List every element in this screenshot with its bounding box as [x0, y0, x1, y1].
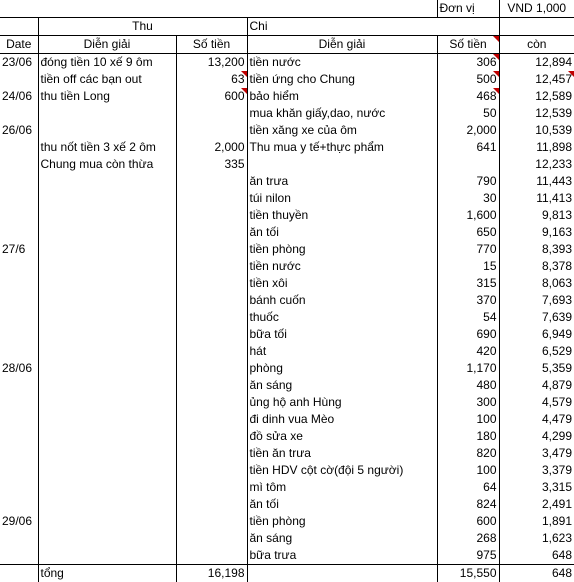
balance-cell: 12,589 [499, 88, 574, 105]
balance-cell: 4,879 [499, 377, 574, 394]
thu-desc-cell [38, 122, 176, 139]
balance-cell: 11,443 [499, 173, 574, 190]
date-cell [0, 275, 38, 292]
date-cell [0, 326, 38, 343]
table-row [0, 394, 574, 411]
chi-amount-cell: 468 [437, 88, 499, 105]
thu-desc-cell: Chung mua còn thừa [38, 156, 176, 173]
date-header: Date [0, 36, 38, 54]
balance-header: còn [499, 36, 574, 54]
total-row [0, 565, 574, 582]
chi-amount-cell: 268 [437, 530, 499, 547]
thu-amount-cell [176, 411, 247, 428]
chi-amount-cell: 180 [437, 428, 499, 445]
chi-desc-cell: tiền xăng xe của ôm [247, 122, 437, 139]
chi-desc-cell: đi dinh vua Mèo [247, 411, 437, 428]
unit-row [0, 0, 574, 18]
date-cell [0, 292, 38, 309]
chi-desc-cell: ăn tối [247, 496, 437, 513]
chi-desc-cell: Thu mua y tế+thực phẩm [247, 139, 437, 156]
balance-cell: 12,539 [499, 105, 574, 122]
thu-amount-cell [176, 343, 247, 360]
chi-amount-cell [437, 156, 499, 173]
thu-desc-cell [38, 241, 176, 258]
total-balance: 648 [499, 565, 574, 582]
unit-value: VND 1,000 [499, 0, 574, 18]
thu-amount-cell [176, 207, 247, 224]
thu-desc-cell [38, 496, 176, 513]
balance-cell: 4,579 [499, 394, 574, 411]
date-cell [0, 224, 38, 241]
date-cell [0, 377, 38, 394]
balance-cell: 4,479 [499, 411, 574, 428]
table-row [0, 54, 574, 72]
balance-cell: 12,457 [499, 71, 574, 88]
thu-amount-cell: 2,000 [176, 139, 247, 156]
balance-cell: 12,894 [499, 54, 574, 72]
thu-desc-cell [38, 190, 176, 207]
date-cell: 27/6 [0, 241, 38, 258]
chi-amount-header: Số tiền [437, 36, 499, 54]
thu-desc-cell [38, 258, 176, 275]
chi-amount-cell: 650 [437, 224, 499, 241]
chi-amount-cell: 480 [437, 377, 499, 394]
unit-label: Đơn vị [437, 0, 499, 18]
thu-amount-cell [176, 190, 247, 207]
chi-desc-cell: tiền nước [247, 258, 437, 275]
table-row [0, 258, 574, 275]
date-cell: 29/06 [0, 513, 38, 530]
thu-desc-cell: thu tiền Long [38, 88, 176, 105]
chi-desc-cell: tiền phòng [247, 241, 437, 258]
chi-section-label: Chi [247, 18, 499, 36]
table-row [0, 156, 574, 173]
balance-cell: 6,529 [499, 343, 574, 360]
thu-amount-cell [176, 275, 247, 292]
table-row [0, 309, 574, 326]
balance-cell: 3,315 [499, 479, 574, 496]
thu-amount-cell [176, 258, 247, 275]
balance-cell: 11,413 [499, 190, 574, 207]
date-cell [0, 343, 38, 360]
chi-amount-cell: 2,000 [437, 122, 499, 139]
chi-desc-cell: hát [247, 343, 437, 360]
thu-desc-cell [38, 530, 176, 547]
chi-amount-cell: 315 [437, 275, 499, 292]
thu-amount-cell [176, 241, 247, 258]
table-row [0, 479, 574, 496]
table-row [0, 207, 574, 224]
thu-desc-cell [38, 224, 176, 241]
chi-desc-cell: đồ sửa xe [247, 428, 437, 445]
date-cell [0, 156, 38, 173]
date-cell [0, 309, 38, 326]
chi-desc-cell: ăn tối [247, 224, 437, 241]
balance-cell: 12,233 [499, 156, 574, 173]
balance-cell: 8,378 [499, 258, 574, 275]
chi-desc-cell: tiền thuyền [247, 207, 437, 224]
thu-amount-cell [176, 428, 247, 445]
thu-amount-cell [176, 479, 247, 496]
thu-amount-cell: 600 [176, 88, 247, 105]
chi-desc-cell: tiền xôi [247, 275, 437, 292]
date-cell [0, 530, 38, 547]
balance-cell: 10,539 [499, 122, 574, 139]
chi-desc-cell: mì tôm [247, 479, 437, 496]
chi-amount-cell: 306 [437, 54, 499, 72]
balance-cell: 2,491 [499, 496, 574, 513]
chi-amount-cell: 824 [437, 496, 499, 513]
thu-desc-cell [38, 547, 176, 565]
table-row [0, 513, 574, 530]
section-row [0, 18, 574, 36]
chi-amount-cell: 641 [437, 139, 499, 156]
table-row [0, 224, 574, 241]
thu-desc-cell [38, 445, 176, 462]
thu-section-label: Thu [38, 18, 247, 36]
date-cell [0, 105, 38, 122]
balance-cell: 1,891 [499, 513, 574, 530]
table-row [0, 241, 574, 258]
thu-desc-cell [38, 411, 176, 428]
balance-cell: 11,898 [499, 139, 574, 156]
chi-desc-cell: tiền ăn trưa [247, 445, 437, 462]
table-row [0, 275, 574, 292]
thu-amount-cell [176, 530, 247, 547]
date-cell [0, 462, 38, 479]
thu-amount-cell [176, 445, 247, 462]
thu-amount-cell [176, 309, 247, 326]
thu-desc-cell [38, 428, 176, 445]
total-chi-amount: 15,550 [437, 565, 499, 582]
chi-desc-cell: ăn trưa [247, 173, 437, 190]
thu-desc-header: Diễn giải [38, 36, 176, 54]
total-label: tổng [38, 565, 176, 582]
date-cell: 26/06 [0, 122, 38, 139]
date-cell [0, 445, 38, 462]
date-cell [0, 547, 38, 565]
thu-desc-cell [38, 462, 176, 479]
balance-cell: 8,393 [499, 241, 574, 258]
chi-desc-cell: tiền nước [247, 54, 437, 72]
table-row [0, 360, 574, 377]
chi-amount-cell: 15 [437, 258, 499, 275]
thu-amount-cell [176, 496, 247, 513]
chi-desc-cell: bánh cuốn [247, 292, 437, 309]
thu-desc-cell: tiền off các bạn out [38, 71, 176, 88]
balance-cell: 6,949 [499, 326, 574, 343]
chi-amount-cell: 770 [437, 241, 499, 258]
thu-amount-cell [176, 513, 247, 530]
balance-cell: 3,479 [499, 445, 574, 462]
chi-desc-cell: bữa tối [247, 326, 437, 343]
balance-cell: 7,639 [499, 309, 574, 326]
chi-amount-cell: 1,170 [437, 360, 499, 377]
table-row [0, 105, 574, 122]
date-cell [0, 190, 38, 207]
date-cell: 23/06 [0, 54, 38, 72]
thu-amount-cell [176, 394, 247, 411]
chi-amount-cell: 50 [437, 105, 499, 122]
table-row [0, 190, 574, 207]
thu-amount-cell [176, 360, 247, 377]
table-row [0, 496, 574, 513]
table-row [0, 122, 574, 139]
table-row [0, 343, 574, 360]
thu-amount-cell [176, 105, 247, 122]
chi-desc-cell: bảo hiểm [247, 88, 437, 105]
thu-amount-cell: 335 [176, 156, 247, 173]
thu-desc-cell [38, 105, 176, 122]
table-row [0, 547, 574, 565]
thu-amount-cell [176, 547, 247, 565]
balance-cell: 5,359 [499, 360, 574, 377]
table-row [0, 139, 574, 156]
chi-amount-cell: 420 [437, 343, 499, 360]
chi-desc-cell: tiền phòng [247, 513, 437, 530]
chi-amount-cell: 370 [437, 292, 499, 309]
balance-cell: 9,163 [499, 224, 574, 241]
chi-amount-cell: 300 [437, 394, 499, 411]
thu-amount-cell: 63 [176, 71, 247, 88]
date-cell [0, 428, 38, 445]
chi-desc-cell: ăn sáng [247, 530, 437, 547]
table-row [0, 377, 574, 394]
chi-amount-cell: 500 [437, 71, 499, 88]
chi-amount-cell: 100 [437, 411, 499, 428]
chi-amount-cell: 1,600 [437, 207, 499, 224]
chi-amount-cell: 690 [437, 326, 499, 343]
thu-amount-cell [176, 122, 247, 139]
table-row [0, 88, 574, 105]
chi-desc-cell: phòng [247, 360, 437, 377]
table-row [0, 462, 574, 479]
thu-desc-cell: đóng tiền 10 xế 9 ôm [38, 54, 176, 72]
chi-desc-header: Diễn giải [247, 36, 437, 54]
chi-desc-cell: tiền HDV cột cờ(đội 5 người) [247, 462, 437, 479]
total-blank-cell [247, 565, 437, 582]
thu-desc-cell [38, 343, 176, 360]
thu-desc-cell [38, 326, 176, 343]
date-cell [0, 258, 38, 275]
thu-desc-cell [38, 377, 176, 394]
thu-amount-cell [176, 462, 247, 479]
chi-desc-cell: tiền ứng cho Chung [247, 71, 437, 88]
date-cell [0, 479, 38, 496]
chi-desc-cell: ăn sáng [247, 377, 437, 394]
balance-cell: 7,693 [499, 292, 574, 309]
date-cell [0, 71, 38, 88]
total-thu-amount: 16,198 [176, 565, 247, 582]
thu-amount-cell: 13,200 [176, 54, 247, 72]
balance-cell: 4,299 [499, 428, 574, 445]
thu-amount-cell [176, 326, 247, 343]
thu-desc-cell [38, 360, 176, 377]
table-row [0, 411, 574, 428]
chi-amount-cell: 64 [437, 479, 499, 496]
date-cell: 28/06 [0, 360, 38, 377]
chi-amount-cell: 790 [437, 173, 499, 190]
chi-amount-cell: 100 [437, 462, 499, 479]
thu-desc-cell [38, 207, 176, 224]
table-row [0, 530, 574, 547]
balance-cell: 648 [499, 547, 574, 565]
balance-cell: 1,623 [499, 530, 574, 547]
chi-amount-cell: 600 [437, 513, 499, 530]
thu-desc-cell [38, 292, 176, 309]
balance-cell: 8,063 [499, 275, 574, 292]
chi-desc-cell: bữa trưa [247, 547, 437, 565]
table-row [0, 173, 574, 190]
chi-desc-cell: thuốc [247, 309, 437, 326]
date-cell [0, 394, 38, 411]
date-cell [0, 496, 38, 513]
chi-desc-cell: túi nilon [247, 190, 437, 207]
thu-desc-cell [38, 275, 176, 292]
thu-amount-cell [176, 377, 247, 394]
thu-amount-cell [176, 292, 247, 309]
thu-desc-cell [38, 394, 176, 411]
table-row [0, 71, 574, 88]
table-row [0, 326, 574, 343]
date-cell [0, 139, 38, 156]
thu-amount-header: Số tiền [176, 36, 247, 54]
total-blank-cell [0, 565, 38, 582]
balance-cell: 9,813 [499, 207, 574, 224]
date-cell [0, 207, 38, 224]
chi-desc-cell [247, 156, 437, 173]
chi-desc-cell: mua khăn giấy,dao, nước [247, 105, 437, 122]
table-row [0, 428, 574, 445]
balance-cell: 3,379 [499, 462, 574, 479]
thu-desc-cell [38, 479, 176, 496]
table-row [0, 292, 574, 309]
date-cell [0, 173, 38, 190]
table-row [0, 445, 574, 462]
date-cell: 24/06 [0, 88, 38, 105]
thu-amount-cell [176, 173, 247, 190]
column-header-row [0, 36, 574, 54]
chi-amount-cell: 30 [437, 190, 499, 207]
chi-amount-cell: 975 [437, 547, 499, 565]
chi-amount-cell: 54 [437, 309, 499, 326]
thu-desc-cell [38, 513, 176, 530]
thu-amount-cell [176, 224, 247, 241]
chi-desc-cell: ủng hộ anh Hùng [247, 394, 437, 411]
thu-desc-cell [38, 173, 176, 190]
date-cell [0, 411, 38, 428]
chi-amount-cell: 820 [437, 445, 499, 462]
thu-desc-cell: thu nốt tiền 3 xế 2 ôm [38, 139, 176, 156]
thu-desc-cell [38, 309, 176, 326]
